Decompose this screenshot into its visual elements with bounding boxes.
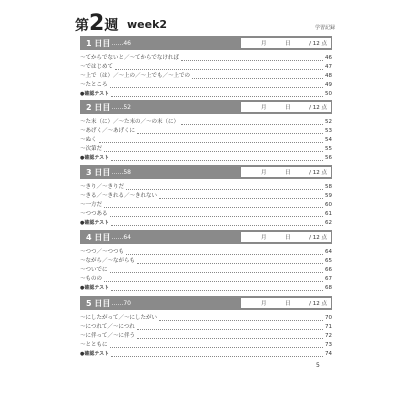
score-box[interactable] [240,37,332,49]
month-label: 月 [261,301,267,307]
list-item[interactable]: ～きる／～きれる／～きれない 59 [80,193,332,199]
section-header [80,36,332,50]
section-day: 3 日目 [86,167,111,177]
item-list [80,183,332,228]
section-header [80,165,332,179]
list-item[interactable]: ～につれて／～につれ 71 [80,324,332,330]
review-test-item[interactable]: ●確認テスト 68 [80,285,332,291]
day-section-1 [80,36,332,99]
day-label: 日 [285,235,291,241]
list-item[interactable]: ～ではじめて 47 [80,64,332,70]
list-item[interactable]: ～たところ 49 [80,82,332,88]
list-item[interactable]: ～つつある 61 [80,211,332,217]
list-item[interactable]: ～ながら／～ながらも 65 [80,258,332,264]
section-page: ……46 [111,39,131,47]
score-box[interactable] [240,231,332,243]
item-list [80,314,332,359]
list-item[interactable]: ～ものの 67 [80,276,332,282]
section-page: ……64 [111,233,131,241]
section-header [80,296,332,310]
section-page: ……58 [111,168,131,176]
points-label: / 12 点 [309,170,327,176]
points-label: / 12 点 [309,105,327,111]
day-section-4 [80,230,332,293]
day-label: 日 [285,105,291,111]
week-title [75,12,118,38]
month-label: 月 [261,170,267,176]
score-box[interactable] [240,101,332,113]
list-item[interactable]: ～上で（は）／～上の／～上でも／～上での 48 [80,73,332,79]
list-item[interactable]: ～きり／～きりだ 58 [80,184,332,190]
review-test-item[interactable]: ●確認テスト 62 [80,220,332,226]
month-label: 月 [261,41,267,47]
list-item[interactable]: ～ぬく 54 [80,137,332,143]
score-box[interactable] [240,297,332,309]
points-label: / 12 点 [309,301,327,307]
section-header [80,230,332,244]
section-page: ……70 [111,299,131,307]
month-label: 月 [261,235,267,241]
list-item[interactable]: ～ついでに 66 [80,267,332,273]
review-test-item[interactable]: ●確認テスト 50 [80,91,332,97]
section-day: 2 日目 [86,102,111,112]
section-day: 1 日目 [86,38,111,48]
week-english-label: week2 [127,18,168,31]
list-item[interactable]: ～に伴って／～に伴う 72 [80,333,332,339]
item-list [80,118,332,163]
list-item[interactable]: ～とともに 73 [80,342,332,348]
week-suffix: 週 [104,18,119,34]
day-section-5 [80,296,332,359]
week-header [75,12,335,36]
day-label: 日 [285,41,291,47]
item-list [80,54,332,99]
study-record-label: 学習記録 [314,25,335,31]
month-label: 月 [261,105,267,111]
points-label: / 12 点 [309,235,327,241]
item-list [80,248,332,293]
list-item[interactable]: ～にしたがって／～にしたがい 70 [80,315,332,321]
review-test-item[interactable]: ●確認テスト 74 [80,351,332,357]
week-number: 2 [89,11,105,36]
section-day: 4 日目 [86,232,111,242]
section-page: ……52 [111,103,131,111]
day-section-3 [80,165,332,228]
day-label: 日 [285,170,291,176]
list-item[interactable]: ～つつ／～つつも 64 [80,249,332,255]
list-item[interactable]: ～あげく／～あげくに 53 [80,128,332,134]
review-test-item[interactable]: ●確認テスト 56 [80,155,332,161]
section-header [80,100,332,114]
list-item[interactable]: ～た末（に）／～た末の／～の末（に） 52 [80,119,332,125]
list-item[interactable]: ～てからでないと／～てからでなければ 46 [80,55,332,61]
day-section-2 [80,100,332,163]
page-number: 5 [316,362,320,369]
week-prefix: 第 [75,18,89,34]
score-box[interactable] [240,166,332,178]
points-label: / 12 点 [309,41,327,47]
list-item[interactable]: ～次第だ 55 [80,146,332,152]
day-label: 日 [285,301,291,307]
section-day: 5 日目 [86,298,111,308]
list-item[interactable]: ～一方だ 60 [80,202,332,208]
